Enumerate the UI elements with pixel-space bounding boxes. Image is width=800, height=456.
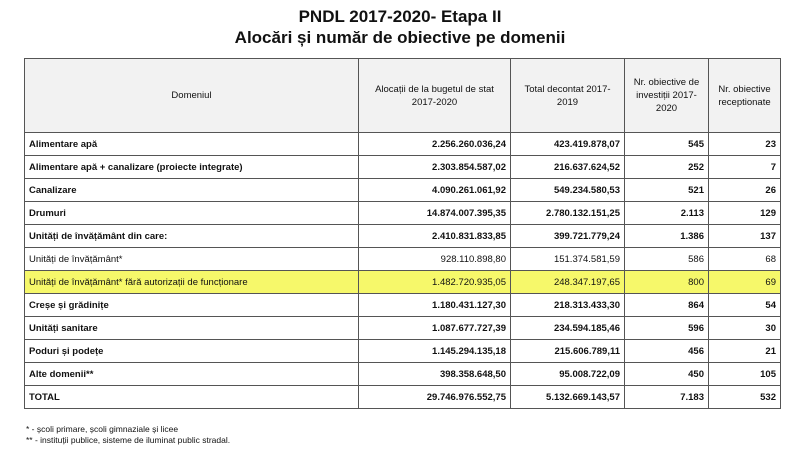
- row-total-paid: 151.374.581,59: [511, 248, 625, 271]
- footnote-schools: * - școli primare, școli gimnaziale și licee: [26, 424, 179, 434]
- row-received: 21: [709, 340, 781, 363]
- row-domain: Creșe și grădinițe: [25, 294, 359, 317]
- header-total-paid: Total decontat 2017-2019: [511, 59, 625, 133]
- table-row: [25, 156, 781, 179]
- row-domain: Unități sanitare: [25, 317, 359, 340]
- row-objectives: 521: [625, 179, 709, 202]
- table-row: [25, 179, 781, 202]
- row-received: 137: [709, 225, 781, 248]
- row-allocations: 928.110.898,80: [359, 248, 511, 271]
- row-objectives: 1.386: [625, 225, 709, 248]
- row-received: 532: [709, 386, 781, 409]
- row-allocations: 1.145.294.135,18: [359, 340, 511, 363]
- table-row-total: [25, 386, 781, 409]
- row-domain: Alimentare apă + canalizare (proiecte integrate): [25, 156, 359, 179]
- footnotes: [26, 424, 230, 446]
- page-subtitle: Alocări și număr de obiective pe domenii: [234, 28, 566, 47]
- row-allocations: 14.874.007.395,35: [359, 202, 511, 225]
- header-domain: Domeniul: [25, 59, 359, 133]
- row-received: 26: [709, 179, 781, 202]
- row-objectives: 596: [625, 317, 709, 340]
- row-objectives: 7.183: [625, 386, 709, 409]
- row-objectives: 456: [625, 340, 709, 363]
- table-row: [25, 248, 781, 271]
- table-row: [25, 317, 781, 340]
- row-domain: Drumuri: [25, 202, 359, 225]
- row-received: 54: [709, 294, 781, 317]
- row-total-paid: 549.234.580,53: [511, 179, 625, 202]
- row-objectives: 864: [625, 294, 709, 317]
- row-allocations: 2.410.831.833,85: [359, 225, 511, 248]
- row-received: 69: [709, 271, 781, 294]
- row-total-paid: 234.594.185,46: [511, 317, 625, 340]
- row-domain: Alte domenii**: [25, 363, 359, 386]
- row-allocations: 1.180.431.127,30: [359, 294, 511, 317]
- table-row: [25, 363, 781, 386]
- row-domain: Canalizare: [25, 179, 359, 202]
- page-title: PNDL 2017-2020- Etapa II: [298, 7, 502, 26]
- row-received: 68: [709, 248, 781, 271]
- table-row: [25, 202, 781, 225]
- row-domain: Unități de învățământ din care:: [25, 225, 359, 248]
- row-objectives: 800: [625, 271, 709, 294]
- row-allocations: 2.303.854.587,02: [359, 156, 511, 179]
- table-header-row: [25, 59, 781, 133]
- row-objectives: 586: [625, 248, 709, 271]
- row-total-paid: 95.008.722,09: [511, 363, 625, 386]
- row-allocations: 4.090.261.061,92: [359, 179, 511, 202]
- row-domain: Unități de învățământ* fără autorizații de funcționare: [25, 271, 359, 294]
- row-objectives: 450: [625, 363, 709, 386]
- row-domain: Alimentare apă: [25, 133, 359, 156]
- row-received: 23: [709, 133, 781, 156]
- table-row: [25, 294, 781, 317]
- row-objectives: 545: [625, 133, 709, 156]
- table-row-highlighted: [25, 271, 781, 294]
- row-domain: TOTAL: [25, 386, 359, 409]
- row-domain: Unități de învățământ*: [25, 248, 359, 271]
- row-received: 129: [709, 202, 781, 225]
- row-domain: Poduri și podețe: [25, 340, 359, 363]
- table-row: [25, 133, 781, 156]
- row-total-paid: 218.313.433,30: [511, 294, 625, 317]
- row-allocations: 1.087.677.727,39: [359, 317, 511, 340]
- row-received: 30: [709, 317, 781, 340]
- header-objectives: Nr. obiective de investiții 2017-2020: [625, 59, 709, 133]
- allocations-table: [24, 58, 781, 409]
- row-received: 7: [709, 156, 781, 179]
- row-total-paid: 2.780.132.151,25: [511, 202, 625, 225]
- row-objectives: 252: [625, 156, 709, 179]
- row-total-paid: 215.606.789,11: [511, 340, 625, 363]
- row-total-paid: 5.132.669.143,57: [511, 386, 625, 409]
- row-allocations: 1.482.720.935,05: [359, 271, 511, 294]
- row-objectives: 2.113: [625, 202, 709, 225]
- row-received: 105: [709, 363, 781, 386]
- header-allocations: Alocații de la bugetul de stat 2017-2020: [359, 59, 511, 133]
- row-allocations: 398.358.648,50: [359, 363, 511, 386]
- row-total-paid: 216.637.624,52: [511, 156, 625, 179]
- row-allocations: 29.746.976.552,75: [359, 386, 511, 409]
- row-total-paid: 399.721.779,24: [511, 225, 625, 248]
- header-received: Nr. obiective receptionate: [709, 59, 781, 133]
- table-row: [25, 340, 781, 363]
- row-allocations: 2.256.260.036,24: [359, 133, 511, 156]
- footnote-institutions: ** - instituții publice, sisteme de iluminat public stradal.: [26, 435, 231, 445]
- row-total-paid: 423.419.878,07: [511, 133, 625, 156]
- row-total-paid: 248.347.197,65: [511, 271, 625, 294]
- table-row: [25, 225, 781, 248]
